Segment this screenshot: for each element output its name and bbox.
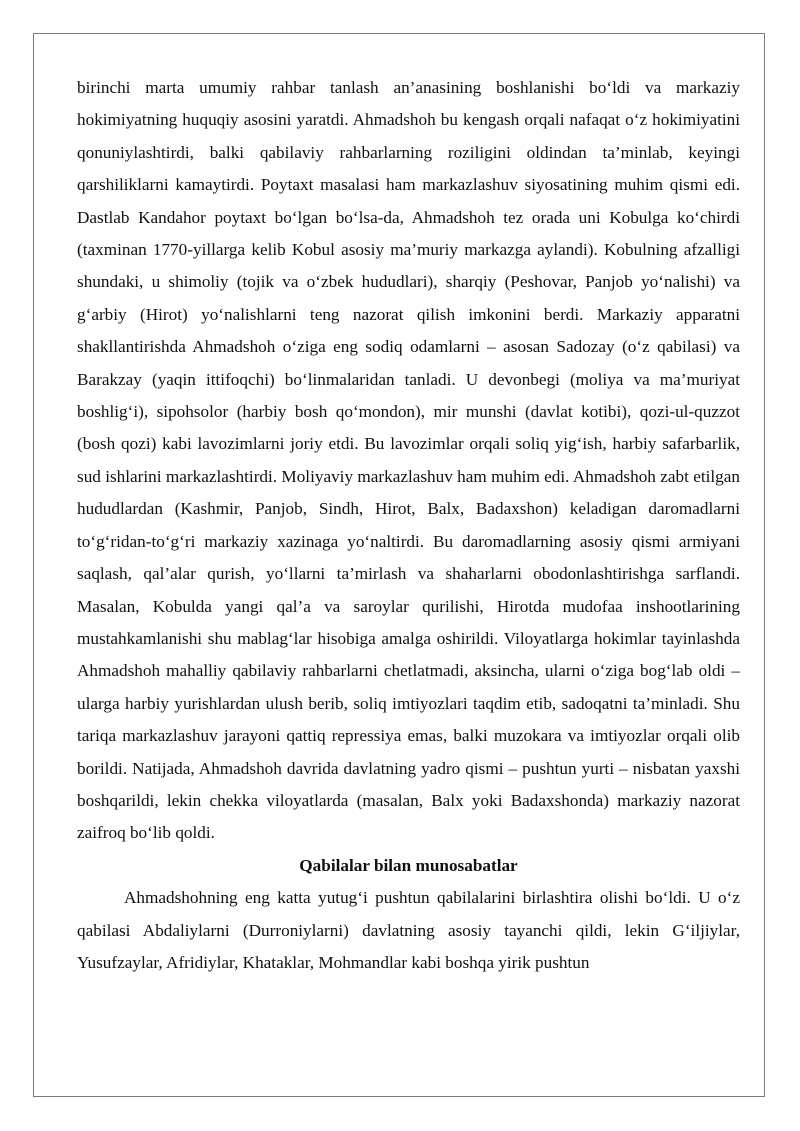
- section-heading: Qabilalar bilan munosabatlar: [299, 855, 518, 875]
- body-paragraph: Ahmadshohning eng katta yutug‘i pushtun qabilalarini birlashtira olishi bo‘ldi. U o‘z qabilasi Abdaliylarni (Durroniylarni) davlatning asosiy tayanchi qildi, lekin G‘iljiylar, Yusufzaylar, Afridiylar, Khataklar, Mohmandlar kabi boshqa yirik pushtun: [77, 888, 740, 972]
- body-paragraph: birinchi marta umumiy rahbar tanlash an’anasining boshlanishi bo‘ldi va markaziy hokimiyatning huquqiy asosini yaratdi. Ahmadshoh bu kengash orqali nafaqat o‘z hokimiyatini qonuniylashtirdi, balki qabilaviy rahbarlarning roziligini oldindan ta’minlab, keyingi qarshiliklarni kamaytirdi. Poytaxt masalasi ham markazlashuv siyosatining muhim qismi edi. Dastlab Kandahor poytaxt bo‘lgan bo‘lsa-da, Ahmadshoh tez orada uni Kobulga ko‘chirdi (taxminan 1770-yillarga kelib Kobul asosiy ma’muriy markazga aylandi). Kobulning afzalligi shundaki, u shimoliy (tojik va o‘zbek hududlari), sharqiy (Peshovar, Panjob yo‘nalishi) va g‘arbiy (Hirot) yo‘nalishlarni teng nazorat qilish imkonini berdi. Markaziy apparatni shakllantirishda Ahmadshoh o‘ziga eng sodiq odamlarni – asosan Sadozay (o‘z qabilasi) va Barakzay (yaqin ittifoqchi) bo‘linmalaridan tanladi. U devonbegi (moliya va ma’muriyat boshlig‘i), sipohsolor (harbiy bosh qo‘mondon), mir munshi (davlat kotibi), qozi-ul-quzzot (bosh qozi) kabi lavozimlarni joriy etdi. Bu lavozimlar orqali soliq yig‘ish, harbiy safarbarlik, sud ishlarini markazlashtirdi. Moliyaviy markazlashuv ham muhim edi. Ahmadshoh zabt etilgan hududlardan (Kashmir, Panjob, Sindh, Hirot, Balx, Badaxshon) keladigan daromadlarni to‘g‘ridan-to‘g‘ri markaziy xazinaga yo‘naltirdi. Bu daromadlarning asosiy qismi armiyani saqlash, qal’alar qurish, yo‘llarni ta’mirlash va shaharlarni obodonlashtirishga sarflandi. Masalan, Kobulda yangi qal’a va saroylar qurilishi, Hirotda mudofaa inshootlarining mustahkamlanishi shu mablag‘lar hisobiga amalga oshirildi. Viloyatlarga hokimlar tayinlashda Ahmadshoh mahalliy qabilaviy rahbarlarni chetlatmadi, aksincha, ularni o‘ziga bog‘lab oldi – ularga harbiy yurishlardan ulush berib, soliq imtiyozlari taqdim etib, sadoqatni ta’minladi. Shu tariqa markazlashuv jarayoni qattiq repressiya emas, balki muzokara va imtiyozlar orqali olib borildi. Natijada, Ahmadshoh davrida davlatning yadro qismi – pushtun yurti – nisbatan yaxshi boshqarildi, lekin chekka viloyatlarda (masalan, Balx yoki Badaxshonda) markaziy nazorat zaifroq bo‘lib qoldi.: [77, 78, 740, 843]
- document-body: [77, 72, 740, 979]
